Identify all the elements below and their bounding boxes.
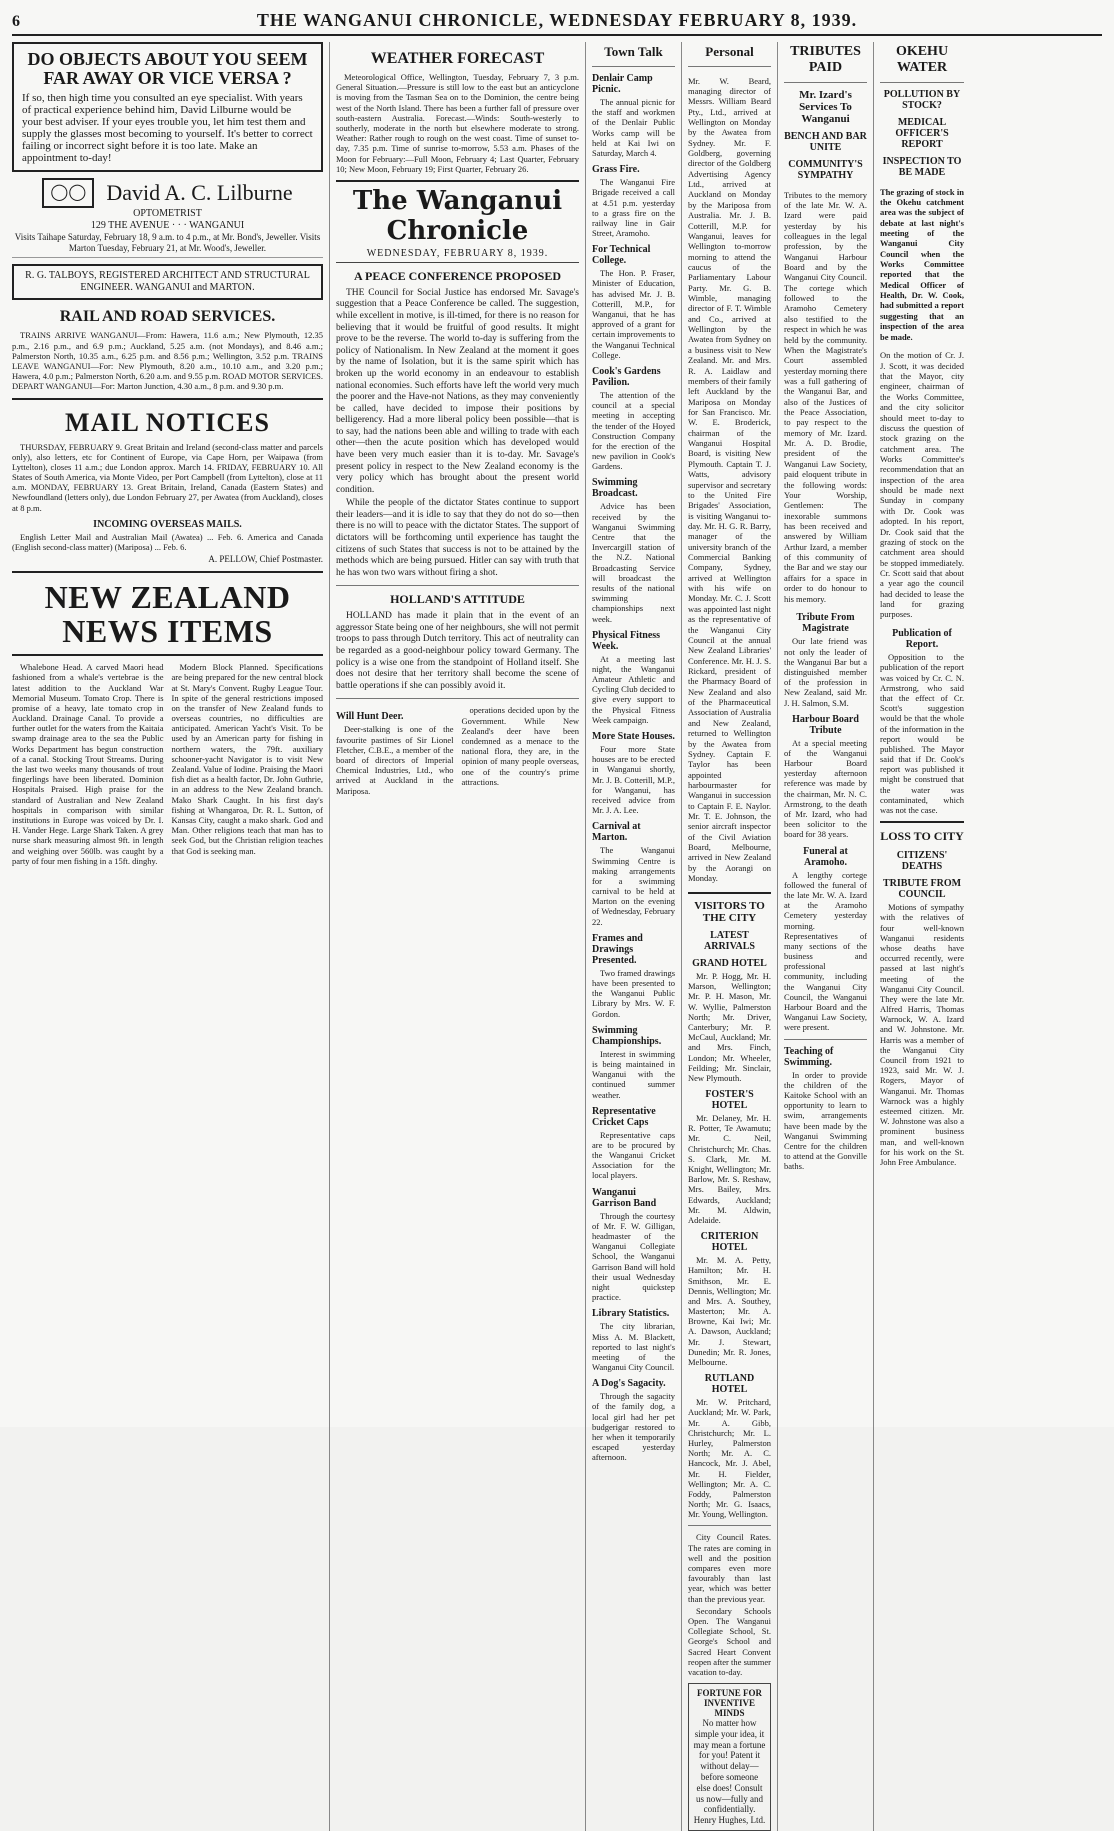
chronicle-nameplate: The Wanganui Chronicle [336,180,579,246]
town-item-head: Swimming Broadcast. [592,477,638,500]
nz-news-columns [12,662,323,868]
publication-title: Publication of Report. [892,628,952,651]
weather-title: WEATHER FORECAST [370,50,545,67]
deer-item [336,705,454,797]
town-item-body: Advice has been received by the Wanganui Swimming Centre that the Invercargill station of the N.Z. National Broadcasting Service will broadcast the results of the national swimming championships next week. [592,501,675,624]
tribute-council: TRIBUTE FROM COUNCIL [882,878,962,901]
incoming-text: English Letter Mail and Australian Mail (Awatea) ... Feb. 6. America and Canada (English second-class matter) (Mariposa) ... Feb. 6. [12,531,323,552]
funeral-text: A lengthy cortege followed the funeral of the late Mr. W. A. Izard at the Aramoho Cemetery yesterday morning. Representatives of many sections of the business and professional community, including the Wanganui City Council, the Wanganui Harbour Board and the Wanganui Law Society, were present. [784,869,867,1033]
town-item-body: Interest in swimming is being maintained in Wanganui with the continued summer weather. [592,1048,675,1100]
okehu-sub3: INSPECTION TO BE MADE [882,156,962,178]
tribute-magistrate-title: Tribute From Magistrate [796,612,855,635]
column-town-talk [592,42,682,1831]
hotel-name: CRITERION HOTEL [700,1231,759,1254]
town-item-body: Through the courtesy of Mr. F. W. Gilligan, headmaster of the Wanganui Collegiate School, the Wanganui Garrison Band will hold their usual Wednesday night quickstep practice. [592,1210,675,1303]
tribute-magistrate-text: Our late friend was not only the leader of the Wanganui Bar but a distinguished member of the profession in New Zealand, said Mr. J. H. Salmon, S.M. [784,636,867,708]
loss-text: Motions of sympathy with the relatives of four well-known Wanganui residents whose deaths have occurred recently, were passed at last night's meeting of the Wanganui City Council. They were the late Mr. Alfred Harris, Thomas Warnock, W. A. Izard and W. Johnstone. Mr. Harris was a member of the Wanganui City Council from 1921 to 1923, said Mr. W. J. Rogers, Mayor of Wanganui. Mr. Thomas Warnock was a highly esteemed citizen. Mr. W. Johnstone was also a prominent business man, and well-known for his work on the St. John Free Ambulance. [880,902,964,1167]
talboys-ad [12,264,323,300]
loss-title: LOSS TO CITY [880,829,964,844]
hotel-guests: Mr. P. Hogg, Mr. H. Marson, Wellington; Mr. P. H. Mason, Mr. W. Wyllie, Palmerston North; Mr. Driver, Canterbury; Mr. P. McCaul, Auckland; Mr. and Mrs. Finch, London; Mr. Wheeler, Feilding; Mr. Sinclair, New Plymouth. [688,971,771,1083]
town-item-head: Library Statistics. [592,1308,670,1320]
tributes-subtitle: Mr. Izard's Services To Wanganui [799,89,852,125]
town-item-body: The Hon. P. Fraser, Minister of Education, has advised Mr. J. B. Cotterill, M.P., for Wanganui, that he has approved of a grant for certain improvements to the Wanganui Technical College. [592,268,675,360]
column-okehu [880,42,970,1831]
okehu-lead: The grazing of stock in the Okehu catchment area was the subject of debate at last night's meeting of the Wanganui City Council when the Works Committee reported that the Medical Officer of Health, Dr. W. Cook, had submitted a report suggesting that an inspection of the area be made. [880,186,964,342]
talboys-text: R. G. TALBOYS, REGISTERED ARCHITECT AND STRUCTURAL ENGINEER. WANGANUI and MARTON. [25,270,310,294]
hotel-guests: Mr. M. A. Petty, Hamilton; Mr. H. Smithson, Mr. E. Dennis, Wellington; Mr. and Mrs. A. Southey, Masterton; Mr. A. Browne, Kai Iwi; Mr. A. Dawson, Auckland; Mr. J. Stewart, Dunedin; Mr. R. Jones, Melbourne. [688,1255,771,1368]
town-item-body: Four more State houses are to be erected in Wanganui shortly, Mr. J. B. Cotterill, M.P., for Wanganui, has received advice from Mr. J. A. Lee. [592,744,675,816]
tributes-sub2: BENCH AND BAR UNITE [784,131,867,153]
publication-text: Opposition to the publication of the report was voiced by Cr. C. N. Armstrong, who said that the effect of Cr. Scott's suggestion would be that the whole of the information in the report would be published. The Mayor said that if Dr. Cook's report was published it might be construed that the water was contaminated, which was not the case. [880,652,964,816]
okehu-title: OKEHU WATER [895,44,949,75]
glasses-logo-icon: ◯◯ [42,178,94,208]
okehu-text: On the motion of Cr. J. J. Scott, it was decided that the Mayor, city engineer, chairman of the Works Committee, and the city solicitor should meet to-day to discuss the question of stock grazing on the catchment area. The Works Committee's recommendation that an inspection of the area should be made next Sunday in company with Dr. Cook was adopted. In his report, Dr. Cook said that the grazing of stock on the catchment area should be stopped immediately. Cr. Scott said that about a year ago the council had decided to lease the land for grazing purposes. [880,350,964,620]
column-left [12,42,330,1831]
harbour-title: Harbour Board Tribute [792,713,859,736]
tributes-title: TRIBUTES PAID [790,44,861,75]
okehu-sub2: MEDICAL OFFICER'S REPORT [895,117,949,150]
okehu-sub1: POLLUTION BY STOCK? [883,89,961,111]
incoming-title: INCOMING OVERSEAS MAILS. [93,518,242,530]
deer-text-continued: operations decided upon by the Government. While New Zealand's deer have been condemned as a menace to the national flora, they are, in the opinion of many people overseas, one of the country's prime attractions. [461,705,579,787]
town-talk-title: Town Talk [604,44,663,59]
editorial-headline-1: A PEACE CONFERENCE PROPOSED [353,268,562,283]
deer-title: Will Hunt Deer. [336,711,404,723]
lilburne-title: OPTOMETRIST [133,207,202,219]
mail-title: MAIL NOTICES [65,407,270,437]
town-item-head: Frames and Drawings Presented. [592,932,643,966]
secondary-schools: Secondary Schools Open. The Wanganui Collegiate School, St. George's School and Sacred Heart Convent reopen after the summer vacation to-day. [688,1605,771,1677]
town-item-head: Grass Fire. [592,164,640,176]
funeral-title: Funeral at Aramoho. [803,845,848,868]
hotel-name: FOSTER'S HOTEL [705,1089,754,1112]
tributes-text: Tributes to the memory of the late Mr. W. A. Izard were paid yesterday by his colleagues in the legal profession, by the Wanganui Harbour Board and by the Wanganui City Council. The cortege which followed to the Aramoho Cemetery also testified to the respect in which he was held by the community. When the Magistrate's Court assembled yesterday morning there was a full gathering of the Wanganui Bar, and also of the Justices of the Peace Association, to pay respect to the memory of Mr. Izard. Mr. A. D. Brodie, president of the Wanganui Law Society, paid eloquent tribute in the following words: Your Worship, Gentlemen: The inexorable summons has been received and answered by William Arthur Izard, a member of this community of the Bar and we stay our affairs for a space in order to do honour to his memory. [784,189,867,604]
town-item-head: Representative Cricket Caps [592,1105,656,1128]
editorial-headline-2: HOLLAND'S ATTITUDE [390,592,525,607]
town-item-body: Through the sagacity of the family dog, a local girl had her pet budgerigar restored to her when it temporarily escaped yesterday afternoon. [592,1391,675,1463]
town-item-head: For Technical College. [592,244,651,267]
teaching-title: Teaching of Swimming. [784,1045,834,1068]
visitors-title: VISITORS TO THE CITY [694,900,765,925]
nz-news-title: NEW ZEALAND NEWS ITEMS [44,578,291,649]
town-item-head: Physical Fitness Week. [592,629,661,652]
fortune-ad-title: FORTUNE FOR INVENTIVE MINDS [697,1688,762,1719]
town-item-body: The attention of the council at a special meeting in accepting the tender of the Hoyed Construction Company for the erection of the new pavilion in Cook's Gardens. [592,389,675,472]
town-item-head: Denlair Camp Picnic. [592,73,653,95]
editorial-dateline: WEDNESDAY, FEBRUARY 8, 1939. [336,248,579,263]
column-personal [688,42,778,1831]
weather-text: Meteorological Office, Wellington, Tuesday, February 7, 3 p.m. General Situation.—Pressure is still low to the east but an anticyclone is moving from the Tasman Sea on to the Dominion, the centre being west of the North Island. There has been a further fall of pressure over south-eastern Australia. Forecast.—Winds: South-westerly to southerly, moderate in the north but elsewhere moderate to strong. Weather: Rather rough to rough on the west coast. Time of sunset to-day, 7.35 p.m. Time of sunrise to-morrow, 5.53 a.m. Phases of the Moon for February:—Full Moon, February 4; Last Quarter, February 10; New Moon, February 19; First Quarter, February 26. [336,72,579,174]
masthead [12,10,1102,36]
column-editorial [336,42,586,1831]
lilburne-address: 129 THE AVENUE · · · WANGANUI [90,219,245,231]
eye-ad-text: If so, then high time you consulted an eye specialist. With years of practical experience behind him, David Lilburne would be your best adviser. If your eyes trouble you, let him test them and supply the glasses most becoming to yourself. It's better to correct failing or incorrect sight before it is too late. Make an appointment to-day! [22,91,313,164]
teaching-text: In order to provide the children of the Kaitoke School with an opportunity to learn to swim, arrangements have been made by the Wanganui Swimming Centre for the children to attend at the Gonville baths. [784,1069,867,1172]
hotel-guests: Mr. W. Pritchard, Auckland; Mr. W. Park, Mr. A. Gibb, Christchurch; Mr. L. Hurley, Palmerston North; Mr. A. C. Hancock, Mr. J. Abel, Mr. H. Fielder, Wellington; Mr. A. C. Foddy, Palmerston North; Mr. G. Isaacs, Mr. Young, Wellington. [688,1397,771,1520]
fortune-ad [688,1683,771,1831]
paper-title: THE WANGANUI CHRONICLE, WEDNESDAY FEBRUARY 8, 1939. [256,10,858,30]
editorial-bottom [336,705,579,797]
tributes-sub3: COMMUNITY'S SYMPATHY [788,159,863,181]
town-item-body: The Wanganui Swimming Centre is making arrangements for a swimming carnival to be held at Marton on the evening of Wednesday, February 22. [592,845,675,927]
town-item-head: Carnival at Marton. [592,821,641,844]
town-item-head: A Dog's Sagacity. [592,1378,666,1390]
deer-text: Deer-stalking is one of the favourite pastimes of Sir Lionel Fletcher, C.B.E., a member of the board of directors of Imperial Chemical Industries, Ltd., who arrived at Auckland in the Mariposa. [336,724,454,796]
nz-news-right: Modern Block Planned. Specifications are being prepared for the new central block at St. Mary's Convent. Rugby League Tour. In spite of the general restrictions imposed on the transfer of New Zealand funds to overseas countries, no difficulties are anticipated. American Yacht's Visit. To be used by an American party for fishing in northern waters, the 79ft. auxiliary schooner-yacht Navigator is to visit New Zealand. Value of Iodine. Praising the Maori fish diet as a health factor, Dr. John Guthrie, in an address to the New Zealand branch. Mako Shark Caught. In his first day's fishing at Whangaroa, Dr. R. L. Sutton, of Kansas City, caught a mako shark. God and Man. Other religions teach that man has to seek God, but the Christian religion teaches that God is seeking man. [171,662,323,856]
mail-text: THURSDAY, FEBRUARY 9. Great Britain and Ireland (second-class matter and parcels only), also letters, etc for Continent of Europe, via Cape Horn, per Waipawa (from Lyttelton), closes 11 a.m.; due London approx. March 14. FRIDAY, FEBRUARY 10. All States of South America, via Monte Video, per Port Campbell (from Lyttelton), close at 11 a.m. MONDAY, FEBRUARY 13. Great Britain, Ireland, Canada (Eastern States) and Newfoundland (letters only), due London February 27, per Awatea (from Auckland), closes at 8 p.m. [12,441,323,513]
latest-arrivals: LATEST ARRIVALS [704,930,755,953]
town-item-head: Swimming Championships. [592,1024,662,1047]
lilburne-visits: Visits Taihape Saturday, February 18, 9 a.m. to 4 p.m., at Mr. Bond's, Jeweller. Visits Marton Tuesday, February 21, at Mr. Wood's, Jeweller. [14,231,321,253]
column-grid [12,42,1102,1831]
editorial-text-1: THE Council for Social Justice has endorsed Mr. Savage's suggestion that a Peace Conference be called. The suggestion, while excellent in motive, is ill-timed, for there is no reason for believing that it would be fruitful of good results. It might prove to be the reverse. The world to-day is suffering from the policy of Nationalism. In New Zealand at the moment it goes by the name of Isolation, but it is the same spirit which has broken up the world economy in an endeavour to establish national economies. Such efforts have left the world very much the poorer and the Have-not Nations, as they may conveniently be called, have decided to impose their positions by belligerency. Had a more liberal policy been possible—that is to say, had the nations been able and willing to trade with each other—then the acute position which has developed would have been very much easier than it is to-day. Mr. Savage's present policy in respect to the New Zealand economy is the very policy which has brought about the present world condition. [336,287,579,495]
harbour-text: At a special meeting of the Wanganui Harbour Board yesterday afternoon reference was made by the chairman, Mr. N. C. Armstrong, to the death of Mr. Izard, who had been solicitor to the board for 38 years. [784,737,867,840]
town-item-head: Cook's Gardens Pavilion. [592,365,661,388]
personal-title: Personal [705,44,754,59]
town-item-body: At a meeting last night, the Wanganui Amateur Athletic and Cycling Club decided to give every support to the Physical Fitness Week campaign. [592,653,675,725]
rail-text: TRAINS ARRIVE WANGANUI—From: Hawera, 11.6 a.m.; New Plymouth, 12.35 p.m., 2.16 p.m., and 6.9 p.m.; Auckland, 5.25 a.m. (not Mondays), and 8.46 a.m.; Palmerston North, 10.35 a.m., 6.25 p.m. and 8.56 p.m.; Wellington, 3.52 p.m. TRAINS LEAVE WANGANUI—For: New Plymouth, 8.20 a.m., 10.10 a.m., and 3.20 p.m.; Hawera, 4.0 p.m.; Palmerston North, 6.20 a.m. and 9.55 p.m. ROAD MOTOR SERVICES. DEPART WANGANUI—For: Marton Junction, 4.30 a.m., 8 p.m. and 9.30 p.m. [12,330,323,392]
town-item-head: More State Houses. [592,731,675,742]
personal-text: Mr. W. Beard, managing director of Messrs. William Beard Pty., Ltd., arrived at Wellington on Monday by the Awatea from Sydney. Mr. F. Goldberg, governing director of the Goldberg Advertising Agency Ltd., arrived at Auckland on Monday by the Mariposa from Australia. Mr. J. B. Cotterill, M.P. for Wanganui, leaves for Wellington to-morrow morning to attend the caucus of the Parliamentary Labour Party. Mr. G. B. Wimble, managing director of F. T. Wimble and Co., arrived at Wellington by the Awatea from Sydney on a business visit to New Zealand. Mr. and Mrs. R. A. Laidlaw and members of their family left Auckland by the Mariposa on Monday for San Francisco. Mr. W. E. Broderick, chairman of the Wanganui Hospital Board, is visiting New Plymouth. Captain T. J. Watts, advisory supervisor and secretary to the United Fire Brigades' Association, is visiting Wanganui to-day. Mr. H. G. R. Barry, manager of the university branch of the Commercial Banking Company, Sydney, arrived at Wellington with his wife on Monday. Mr. C. J. Scott was appointed last night as the representative of the Wanganui City Council at the annual New Zealand Libraries' Conference. Mr. H. J. S. Rickard, president of the Pharmacy Board of New Zealand and also of the Pharmaceutical Association of Australia and New Zealand, returned to Wellington by the Awatea from Sydney. Captain F. Taylor has been appointed harbourmaster for Wanganui in succession to Captain F. E. Naylor. Mr. T. E. Johnson, the senior aircraft inspector of the Civil Aviation Board, Melbourne, arrived in New Zealand by the Aorangi on Monday. [688,75,771,884]
town-item-body: The annual picnic for the staff and workmen of the Denlair Public Works camp will be held at Kai Iwi on Saturday, March 4. [592,97,675,158]
eye-ad-headline: DO OBJECTS ABOUT YOU SEEM FAR AWAY OR VICE VERSA ? [27,49,308,88]
town-item-body: The Wanganui Fire Brigade received a call at 4.51 p.m. yesterday to a grass fire on the railway line in Gair Street, Aramoho. [592,177,675,239]
editorial-text-2: HOLLAND has made it plain that in the event of an aggressor State being one of her neighbours, she will not permit troops to pass through Dutch territory. This act of neutrality can be regarded as a good-neighbour policy toward Germany. The policy is a wise one from the standpoint of Holland itself. She does not desire that her territory shall become the scene of battle operations if she can possibly avoid it. [336,611,579,691]
nz-news-left: Whalebone Head. A carved Maori head fashioned from a whale's vertebrae is the latest addition to the Auckland War Memorial Museum. Tomato Crop. There is promise of a heavy, late tomato crop in Auckland. Drainage Canal. To provide a further outlet for the waters from the Kaitaia swamp drainage area to the sea the Public Works Department has begun construction of a canal. Stocking Trout Streams. During the last two weeks many thousands of trout fingerlings have been liberated. Dominion Hospitals Praised. High praise for the standard of Australian and New Zealand hospitals in comparison with similar institutions in Europe was voiced by Dr. I. H. Vander Hege. Large Shark Taken. A grey nurse shark measuring almost 9ft. in length and weighing over 560lb. was caught by a party of four men fishing in a 15ft. dinghy. [12,662,164,866]
hotel-name: GRAND HOTEL [692,958,767,970]
city-council-rates: City Council Rates. The rates are coming in well and the position compares even more favourably than last year, which was better than the previous year. [688,1532,771,1604]
editorial-text-1b: While the people of the dictator States continue to support their leaders—and it is idle to say that they do not do so—then there is no will to peace with the dictator States. The support of dictators will be forthcoming until experience has taught the citizens of such States that success is not to be attained by the methods which are being pursued. Hitler can say with truth that he has won two wars without firing a shot. [336,498,579,578]
fortune-ad-text: No matter how simple your idea, it may mean a fortune for you! Patent it without delay—before someone else does! Consult us now—fully and confidentially. Henry Hughes, Ltd. [693,1718,766,1826]
town-item-body: The city librarian, Miss A. M. Blackett, reported to last night's meeting of the Wanganui City Council. [592,1321,675,1373]
town-item-body: Two framed drawings have been presented to the Wanganui Public Library by Mrs. W. F. Gordon. [592,967,675,1019]
lilburne-ad [12,178,323,259]
column-tributes [784,42,874,1831]
hotel-name: RUTLAND HOTEL [704,1373,755,1396]
citizens-deaths: CITIZENS' DEATHS [896,850,948,873]
hotel-guests: Mr. Delaney, Mr. H. R. Potter, Te Awamutu; Mr. C. Neil, Christchurch; Mr. Chas. S. Clark, Mr. M. Knight, Wellington; Mr. Barlow, Mr. S. Reshaw, Mrs. Bailey, Mrs. Edwards, Auckland; Mr. M. Aldwin, Adelaide. [688,1113,771,1225]
lilburne-name: David A. C. Lilburne [106,179,293,205]
eye-specialist-ad [12,42,323,172]
incoming-sign: A. PELLOW, Chief Postmaster. [208,554,323,565]
town-talk-items [592,73,675,1463]
rail-title: RAIL AND ROAD SERVICES. [59,308,276,326]
page-number: 6 [12,13,20,30]
town-item-head: Wanganui Garrison Band [592,1186,657,1209]
town-item-body: Representative caps are to be procured by the Wanganui Cricket Association for the local players. [592,1129,675,1181]
